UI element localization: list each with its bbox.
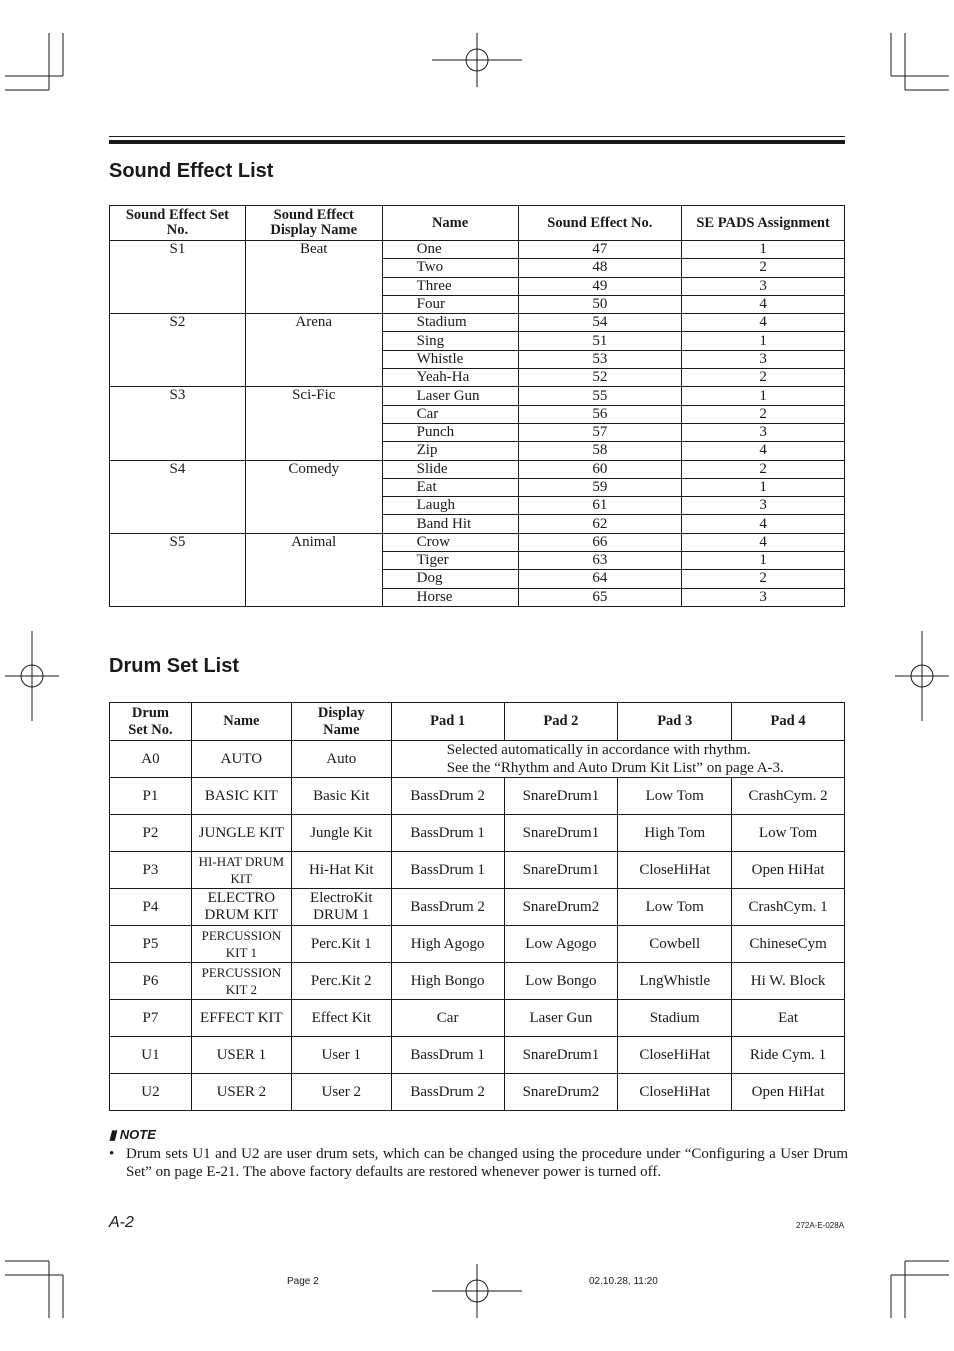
- table-row: [110, 1074, 845, 1111]
- drum-set-display-name: Perc.Kit 1: [291, 926, 391, 963]
- drum-set-name: EFFECT KIT: [191, 1000, 291, 1037]
- drum-set-name: AUTO: [191, 741, 291, 778]
- sound-effect-name: Two: [382, 259, 518, 277]
- pad-2: SnareDrum2: [504, 1074, 618, 1111]
- drum-set-no: U1: [110, 1037, 192, 1074]
- sound-effect-name: Band Hit: [382, 515, 518, 533]
- drum-set-name: JUNGLE KIT: [191, 815, 291, 852]
- sound-effect-no: 52: [518, 369, 682, 387]
- se-pads-assignment: 3: [682, 350, 845, 368]
- header-set-no: Sound Effect Set No.: [110, 206, 246, 241]
- drum-set-no: P2: [110, 815, 192, 852]
- sound-effect-name: Zip: [382, 442, 518, 460]
- table-row: [110, 852, 845, 889]
- sound-effect-display-name: Arena: [245, 314, 382, 387]
- table-header-row: [110, 703, 845, 741]
- sound-effect-no: 49: [518, 277, 682, 295]
- se-pads-assignment: 2: [682, 460, 845, 478]
- sound-effect-no: 59: [518, 478, 682, 496]
- table-row: [110, 1000, 845, 1037]
- sound-effect-no: 51: [518, 332, 682, 350]
- table-row: [110, 778, 845, 815]
- pad-1: BassDrum 2: [391, 1074, 504, 1111]
- document-code: 272A-E-028A: [796, 1221, 845, 1230]
- se-pads-assignment: 3: [682, 423, 845, 441]
- se-pads-assignment: 4: [682, 295, 845, 313]
- header-drum-set-no: Drum Set No.: [110, 703, 192, 741]
- table-row: [110, 533, 845, 551]
- auto-note-line-2: See the “Rhythm and Auto Drum Kit List” on page A-3.: [446, 760, 784, 776]
- table-row: [110, 889, 845, 926]
- pad-2: SnareDrum1: [504, 1037, 618, 1074]
- header-pad-4: Pad 4: [732, 703, 845, 741]
- pad-2: Low Agogo: [504, 926, 618, 963]
- drum-set-display-name: Jungle Kit: [291, 815, 391, 852]
- pad-2: SnareDrum2: [504, 889, 618, 926]
- pad-3: Low Tom: [618, 778, 732, 815]
- sound-effect-set-no: S1: [110, 241, 246, 314]
- sound-effect-name: Crow: [382, 533, 518, 551]
- pad-1: High Bongo: [391, 963, 504, 1000]
- table-row: [110, 460, 845, 478]
- drum-set-display-name: Auto: [291, 741, 391, 778]
- sound-effect-no: 57: [518, 423, 682, 441]
- drum-set-list-heading: Drum Set List: [109, 655, 240, 677]
- header-se-pads-assignment: SE PADS Assignment: [682, 206, 845, 241]
- header-rule-thin: [109, 136, 845, 137]
- sound-effect-name: Yeah-Ha: [382, 369, 518, 387]
- pad-2: SnareDrum1: [504, 778, 618, 815]
- pad-1: BassDrum 2: [391, 889, 504, 926]
- note-heading-label: NOTE: [119, 1127, 156, 1142]
- se-pads-assignment: 4: [682, 314, 845, 332]
- sound-effect-name: Tiger: [382, 552, 518, 570]
- footer-page-label: Page 2: [287, 1276, 319, 1287]
- drum-set-no: P4: [110, 889, 192, 926]
- header-pad-3: Pad 3: [618, 703, 732, 741]
- pad-1: High Agogo: [391, 926, 504, 963]
- pad-3: Low Tom: [618, 889, 732, 926]
- pad-1: Car: [391, 1000, 504, 1037]
- table-row: [110, 815, 845, 852]
- sound-effect-no: 55: [518, 387, 682, 405]
- pad-2: SnareDrum1: [504, 852, 618, 889]
- sound-effect-display-name: Beat: [245, 241, 382, 314]
- pad-4: Open HiHat: [732, 852, 845, 889]
- drum-set-no: P7: [110, 1000, 192, 1037]
- drum-set-name: HI-HAT DRUM KIT: [191, 852, 291, 889]
- pad-1: BassDrum 1: [391, 815, 504, 852]
- pad-3: High Tom: [618, 815, 732, 852]
- sound-effect-name: One: [382, 241, 518, 259]
- pad-3: Cowbell: [618, 926, 732, 963]
- drum-set-display-name: Effect Kit: [291, 1000, 391, 1037]
- drum-set-no: P5: [110, 926, 192, 963]
- pad-4: Eat: [732, 1000, 845, 1037]
- table-row: [110, 314, 845, 332]
- drum-set-no: P6: [110, 963, 192, 1000]
- sound-effect-name: Horse: [382, 588, 518, 606]
- drum-set-no: U2: [110, 1074, 192, 1111]
- pad-4: CrashCym. 2: [732, 778, 845, 815]
- sound-effect-no: 60: [518, 460, 682, 478]
- header-sound-effect-no: Sound Effect No.: [518, 206, 682, 241]
- se-pads-assignment: 1: [682, 241, 845, 259]
- auto-note: [391, 741, 844, 778]
- se-pads-assignment: 4: [682, 442, 845, 460]
- sound-effect-no: 54: [518, 314, 682, 332]
- se-pads-assignment: 1: [682, 478, 845, 496]
- sound-effect-name: Eat: [382, 478, 518, 496]
- table-row: [110, 741, 845, 778]
- header-display-name: Display Name: [291, 703, 391, 741]
- sound-effect-name: Three: [382, 277, 518, 295]
- pad-3: CloseHiHat: [618, 1074, 732, 1111]
- pad-4: Low Tom: [732, 815, 845, 852]
- se-pads-assignment: 2: [682, 570, 845, 588]
- sound-effect-list-heading: Sound Effect List: [109, 160, 274, 182]
- drum-set-name: ELECTRO DRUM KIT: [191, 889, 291, 926]
- drum-set-name: PERCUSSION KIT 1: [191, 926, 291, 963]
- pad-2: SnareDrum1: [504, 815, 618, 852]
- sound-effect-no: 47: [518, 241, 682, 259]
- header-pad-2: Pad 2: [504, 703, 618, 741]
- sound-effect-name: Whistle: [382, 350, 518, 368]
- sound-effect-display-name: Comedy: [245, 460, 382, 533]
- pad-1: BassDrum 1: [391, 1037, 504, 1074]
- sound-effect-name: Stadium: [382, 314, 518, 332]
- se-pads-assignment: 3: [682, 277, 845, 295]
- pad-2: Laser Gun: [504, 1000, 618, 1037]
- drum-set-display-name: ElectroKit DRUM 1: [291, 889, 391, 926]
- se-pads-assignment: 2: [682, 259, 845, 277]
- se-pads-assignment: 1: [682, 552, 845, 570]
- drum-set-display-name: User 2: [291, 1074, 391, 1111]
- sound-effect-name: Car: [382, 405, 518, 423]
- sound-effect-set-no: S3: [110, 387, 246, 460]
- note-heading: ▮ NOTE: [109, 1127, 156, 1142]
- sound-effect-name: Slide: [382, 460, 518, 478]
- drum-set-name: PERCUSSION KIT 2: [191, 963, 291, 1000]
- sound-effect-name: Dog: [382, 570, 518, 588]
- sound-effect-set-no: S4: [110, 460, 246, 533]
- pad-3: CloseHiHat: [618, 852, 732, 889]
- page-number: A-2: [109, 1214, 134, 1231]
- sound-effect-name: Laser Gun: [382, 387, 518, 405]
- pad-2: Low Bongo: [504, 963, 618, 1000]
- table-row: [110, 387, 845, 405]
- header-rule: [109, 140, 845, 144]
- pad-1: BassDrum 2: [391, 778, 504, 815]
- sound-effect-no: 61: [518, 497, 682, 515]
- sound-effect-no: 56: [518, 405, 682, 423]
- drum-set-display-name: Hi-Hat Kit: [291, 852, 391, 889]
- sound-effect-no: 65: [518, 588, 682, 606]
- sound-effect-no: 63: [518, 552, 682, 570]
- note-text: Drum sets U1 and U2 are user drum sets, which can be changed using the procedure under “Configuring a User Drum Set” on page E-21. The above factory defaults are restored whenever power is turned off.: [126, 1146, 848, 1180]
- header-pad-1: Pad 1: [391, 703, 504, 741]
- se-pads-assignment: 1: [682, 387, 845, 405]
- pad-3: Stadium: [618, 1000, 732, 1037]
- drum-set-name: USER 1: [191, 1037, 291, 1074]
- se-pads-assignment: 4: [682, 533, 845, 551]
- header-name: Name: [382, 206, 518, 241]
- drum-set-name: BASIC KIT: [191, 778, 291, 815]
- table-row: [110, 1037, 845, 1074]
- sound-effect-no: 64: [518, 570, 682, 588]
- sound-effect-no: 50: [518, 295, 682, 313]
- sound-effect-name: Laugh: [382, 497, 518, 515]
- sound-effect-name: Four: [382, 295, 518, 313]
- drum-set-table: [109, 702, 845, 1111]
- sound-effect-display-name: Animal: [245, 533, 382, 606]
- se-pads-assignment: 2: [682, 405, 845, 423]
- table-header-row: [110, 206, 845, 241]
- pad-4: Hi W. Block: [732, 963, 845, 1000]
- drum-set-display-name: Perc.Kit 2: [291, 963, 391, 1000]
- table-row: [110, 926, 845, 963]
- auto-note-line-1: Selected automatically in accordance with rhythm.: [446, 742, 751, 758]
- sound-effect-table: [109, 205, 845, 607]
- se-pads-assignment: 2: [682, 369, 845, 387]
- sound-effect-display-name: Sci-Fic: [245, 387, 382, 460]
- sound-effect-no: 66: [518, 533, 682, 551]
- pad-3: CloseHiHat: [618, 1037, 732, 1074]
- se-pads-assignment: 3: [682, 588, 845, 606]
- pad-4: CrashCym. 1: [732, 889, 845, 926]
- drum-set-name: USER 2: [191, 1074, 291, 1111]
- drum-set-display-name: User 1: [291, 1037, 391, 1074]
- sound-effect-no: 62: [518, 515, 682, 533]
- sound-effect-name: Sing: [382, 332, 518, 350]
- sound-effect-set-no: S5: [110, 533, 246, 606]
- table-row: [110, 963, 845, 1000]
- pad-4: Ride Cym. 1: [732, 1037, 845, 1074]
- note-bullet: •: [109, 1146, 115, 1162]
- drum-set-no: P3: [110, 852, 192, 889]
- sound-effect-no: 48: [518, 259, 682, 277]
- drum-set-no: P1: [110, 778, 192, 815]
- pad-4: Open HiHat: [732, 1074, 845, 1111]
- header-name: Name: [191, 703, 291, 741]
- sound-effect-set-no: S2: [110, 314, 246, 387]
- se-pads-assignment: 1: [682, 332, 845, 350]
- sound-effect-no: 58: [518, 442, 682, 460]
- drum-set-display-name: Basic Kit: [291, 778, 391, 815]
- sound-effect-no: 53: [518, 350, 682, 368]
- pad-3: LngWhistle: [618, 963, 732, 1000]
- drum-set-no: A0: [110, 741, 192, 778]
- pad-4: ChineseCym: [732, 926, 845, 963]
- pad-1: BassDrum 1: [391, 852, 504, 889]
- se-pads-assignment: 4: [682, 515, 845, 533]
- sound-effect-name: Punch: [382, 423, 518, 441]
- table-row: [110, 241, 845, 259]
- header-display-name: Sound Effect Display Name: [245, 206, 382, 241]
- footer-date: 02.10.28, 11:20: [589, 1276, 658, 1287]
- se-pads-assignment: 3: [682, 497, 845, 515]
